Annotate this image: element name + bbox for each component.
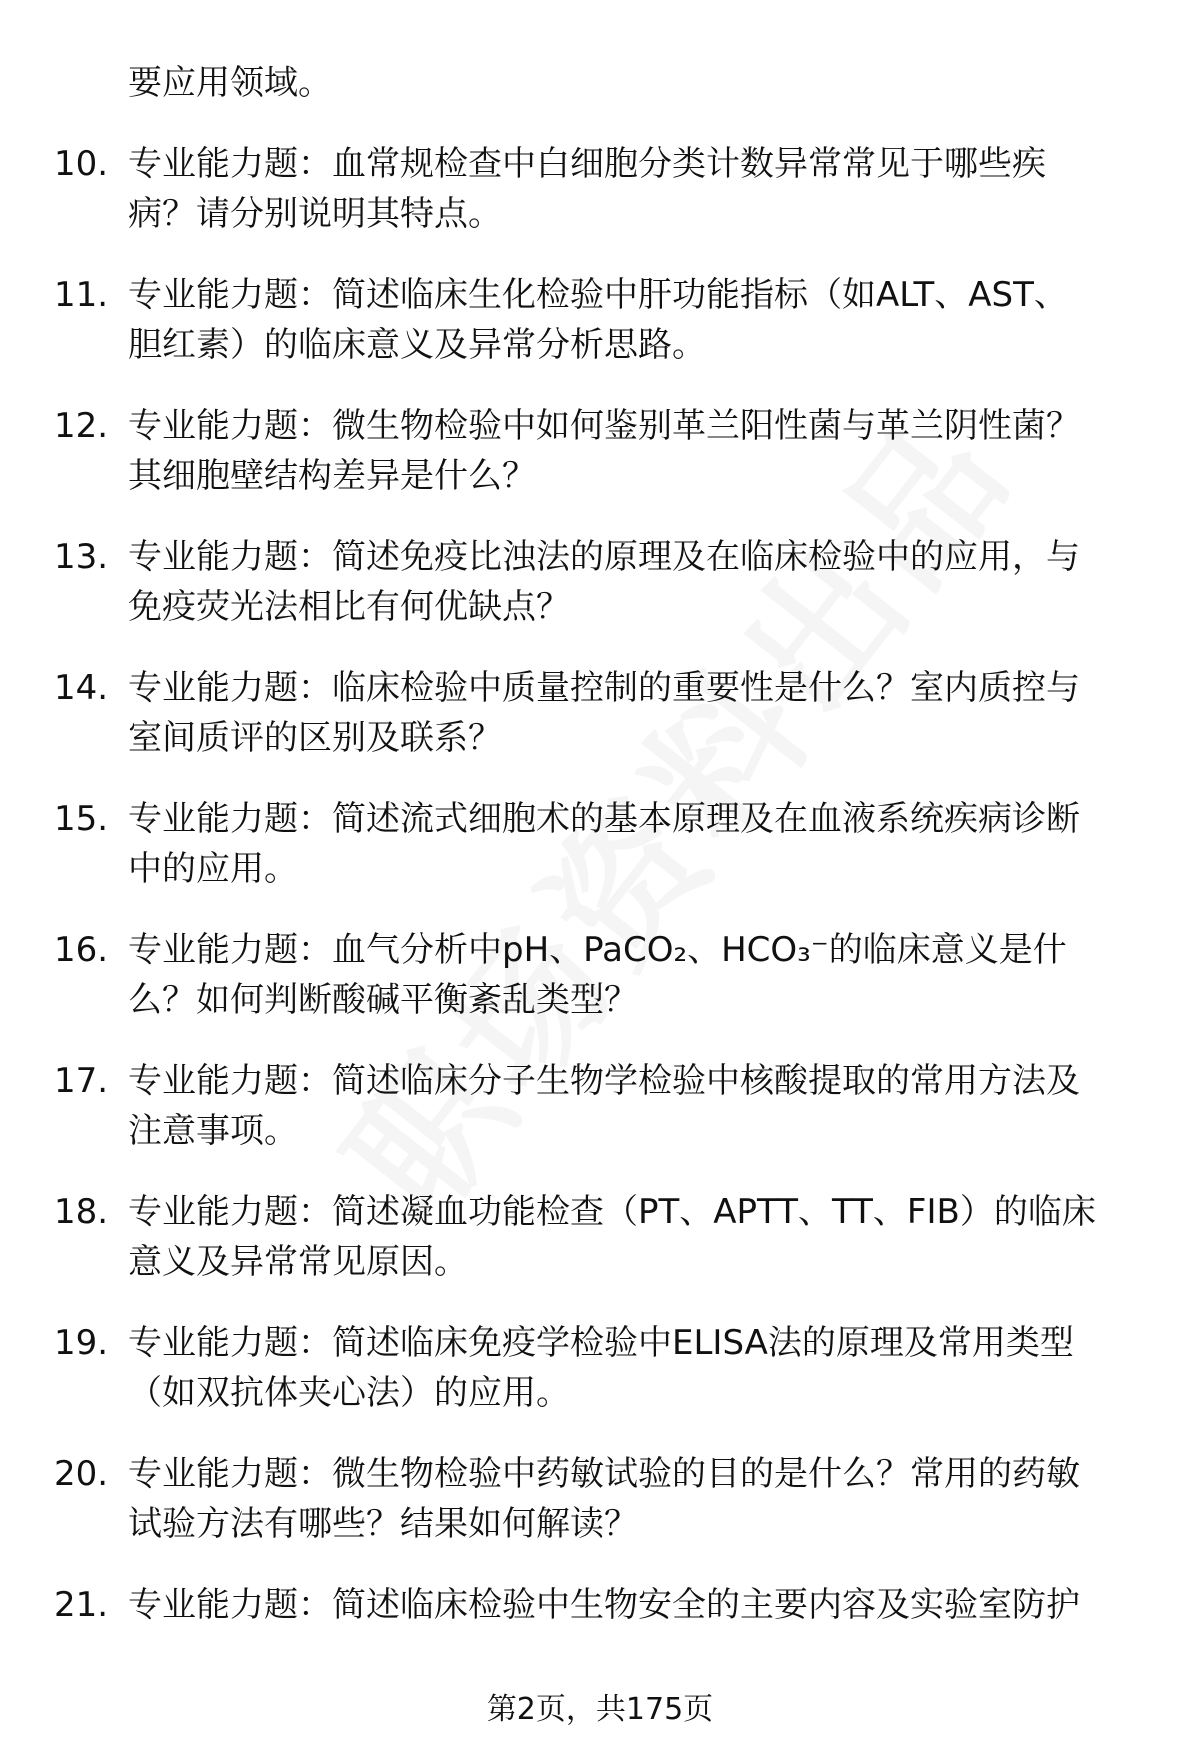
question-text-line: 注意事项。	[128, 1111, 298, 1151]
question-text-line: 专业能力题：简述临床免疫学检验中ELISA法的原理及常用类型	[128, 1323, 1074, 1363]
question-text-line: 专业能力题：简述临床分子生物学检验中核酸提取的常用方法及	[128, 1061, 1080, 1101]
question-item	[0, 1318, 1200, 1418]
question-number: 13.	[54, 537, 109, 577]
question-number: 21.	[54, 1585, 109, 1625]
question-item	[0, 139, 1200, 239]
question-number: 10.	[54, 144, 109, 184]
question-item	[0, 1449, 1200, 1549]
question-item	[0, 401, 1200, 501]
question-item	[0, 794, 1200, 894]
question-item	[0, 1580, 1200, 1630]
question-number: 19.	[54, 1323, 109, 1363]
question-text-line: 意义及异常常见原因。	[128, 1242, 468, 1282]
question-number: 11.	[54, 275, 109, 315]
question-text-line: 其细胞壁结构差异是什么？	[128, 456, 536, 496]
question-text-line: 中的应用。	[128, 849, 298, 889]
question-text-line: 胆红素）的临床意义及异常分析思路。	[128, 325, 706, 365]
question-text-line: 么？如何判断酸碱平衡紊乱类型？	[128, 980, 638, 1020]
question-text-line: 专业能力题：微生物检验中如何鉴别革兰阳性菌与革兰阴性菌？	[128, 406, 1080, 446]
continuation-line: 要应用领域。	[128, 63, 332, 103]
question-text-line: 专业能力题：简述流式细胞术的基本原理及在血液系统疾病诊断	[128, 799, 1080, 839]
question-text-line: 试验方法有哪些？结果如何解读？	[128, 1504, 638, 1544]
question-item	[0, 270, 1200, 370]
question-number: 12.	[54, 406, 109, 446]
question-item	[0, 532, 1200, 632]
question-item	[0, 925, 1200, 1025]
question-text-line: 室间质评的区别及联系？	[128, 718, 502, 758]
question-number: 20.	[54, 1454, 109, 1494]
question-number: 16.	[54, 930, 109, 970]
question-text-line: 专业能力题：临床检验中质量控制的重要性是什么？室内质控与	[128, 668, 1080, 708]
question-item	[0, 1056, 1200, 1156]
question-item	[0, 663, 1200, 763]
question-text-line: 专业能力题：简述临床生化检验中肝功能指标（如ALT、AST、	[128, 275, 1068, 315]
question-text-line: 免疫荧光法相比有何优缺点？	[128, 587, 570, 627]
question-text-line: 专业能力题：微生物检验中药敏试验的目的是什么？常用的药敏	[128, 1454, 1080, 1494]
question-item	[0, 1187, 1200, 1287]
question-number: 17.	[54, 1061, 109, 1101]
question-list	[0, 58, 1200, 1661]
question-text-line: （如双抗体夹心法）的应用。	[128, 1373, 570, 1413]
question-text-line: 专业能力题：血常规检查中白细胞分类计数异常常见于哪些疾	[128, 144, 1046, 184]
question-text-line: 专业能力题：简述临床检验中生物安全的主要内容及实验室防护	[128, 1585, 1080, 1625]
question-text-line: 病？请分别说明其特点。	[128, 194, 502, 234]
question-text-line: 专业能力题：简述免疫比浊法的原理及在临床检验中的应用，与	[128, 537, 1080, 577]
question-number: 15.	[54, 799, 109, 839]
question-number: 14.	[54, 668, 109, 708]
question-number: 18.	[54, 1192, 109, 1232]
question-text-line: 专业能力题：简述凝血功能检查（PT、APTT、TT、FIB）的临床	[128, 1192, 1096, 1232]
question-text-line: 专业能力题：血气分析中pH、PaCO₂、HCO₃⁻的临床意义是什	[128, 930, 1067, 970]
page-footer: 第2页，共175页	[486, 1692, 714, 1727]
